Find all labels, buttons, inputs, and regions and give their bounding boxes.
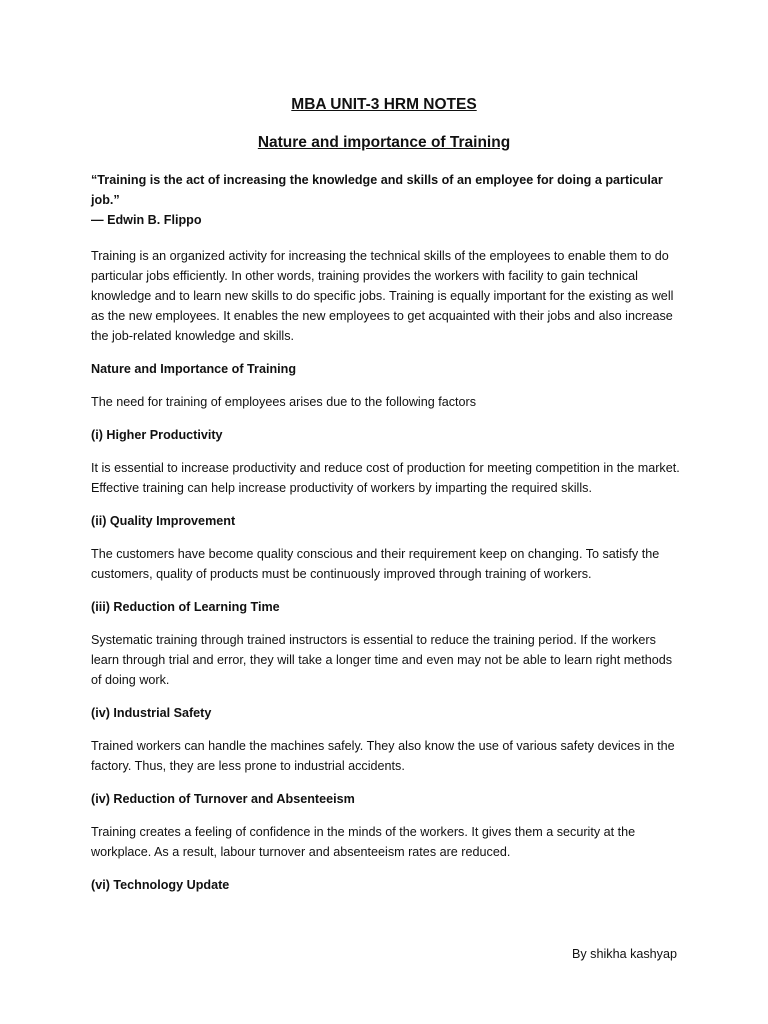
factor-text: The customers have become quality conscious and their requirement keep on changing. To satisfy the customers, quality of products must be continuously improved through training of workers. xyxy=(91,547,660,581)
intro-paragraph: Training is an organized activity for increasing the technical skills of the employees to enable them to do particular jobs efficiently. In other words, training provides the workers with facility to gain technical knowledge and to learn new skills to do specific jobs. Training is equally important for the existing as well as the new employees. It enables the new employees to get acquainted with their jobs and also increase the job-related knowledge and skills. xyxy=(91,249,674,343)
factor-heading: (vi) Technology Update xyxy=(91,878,230,892)
factor-text: Trained workers can handle the machines safely. They also know the use of various safety devices in the factory. Thus, they are less prone to industrial accidents. xyxy=(91,739,675,773)
factor-text: Training creates a feeling of confidence in the minds of the workers. It gives them a security at the workplace. As a result, labour turnover and absenteeism rates are reduced. xyxy=(91,825,636,859)
factor-heading: (iv) Industrial Safety xyxy=(91,706,212,720)
quote-author: — Edwin B. Flippo xyxy=(91,213,202,227)
factor-text: It is essential to increase productivity and reduce cost of production for meeting competition in the market. Effective training can help increase productivity of workers by imparting the required skills. xyxy=(91,461,680,495)
document-content xyxy=(91,170,681,908)
quote-block xyxy=(91,170,681,230)
section-heading: Nature and Importance of Training xyxy=(91,362,297,376)
factor-heading: (ii) Quality Improvement xyxy=(91,514,236,528)
document-title: MBA UNIT-3 HRM NOTES xyxy=(291,96,477,113)
factor-heading: (iii) Reduction of Learning Time xyxy=(91,600,280,614)
section-intro: The need for training of employees arises due to the following factors xyxy=(91,395,477,409)
quote-text: “Training is the act of increasing the knowledge and skills of an employee for doing a particular job.” xyxy=(91,173,663,207)
footer-author: By shikha kashyap xyxy=(571,947,677,961)
factor-heading: (iv) Reduction of Turnover and Absenteeism xyxy=(91,792,355,806)
document-subtitle: Nature and importance of Training xyxy=(257,134,511,151)
factor-text: Systematic training through trained instructors is essential to reduce the training period. If the workers learn through trial and error, they will take a longer time and even may not be able to learn right methods of doing work. xyxy=(91,633,673,687)
factor-heading: (i) Higher Productivity xyxy=(91,428,223,442)
